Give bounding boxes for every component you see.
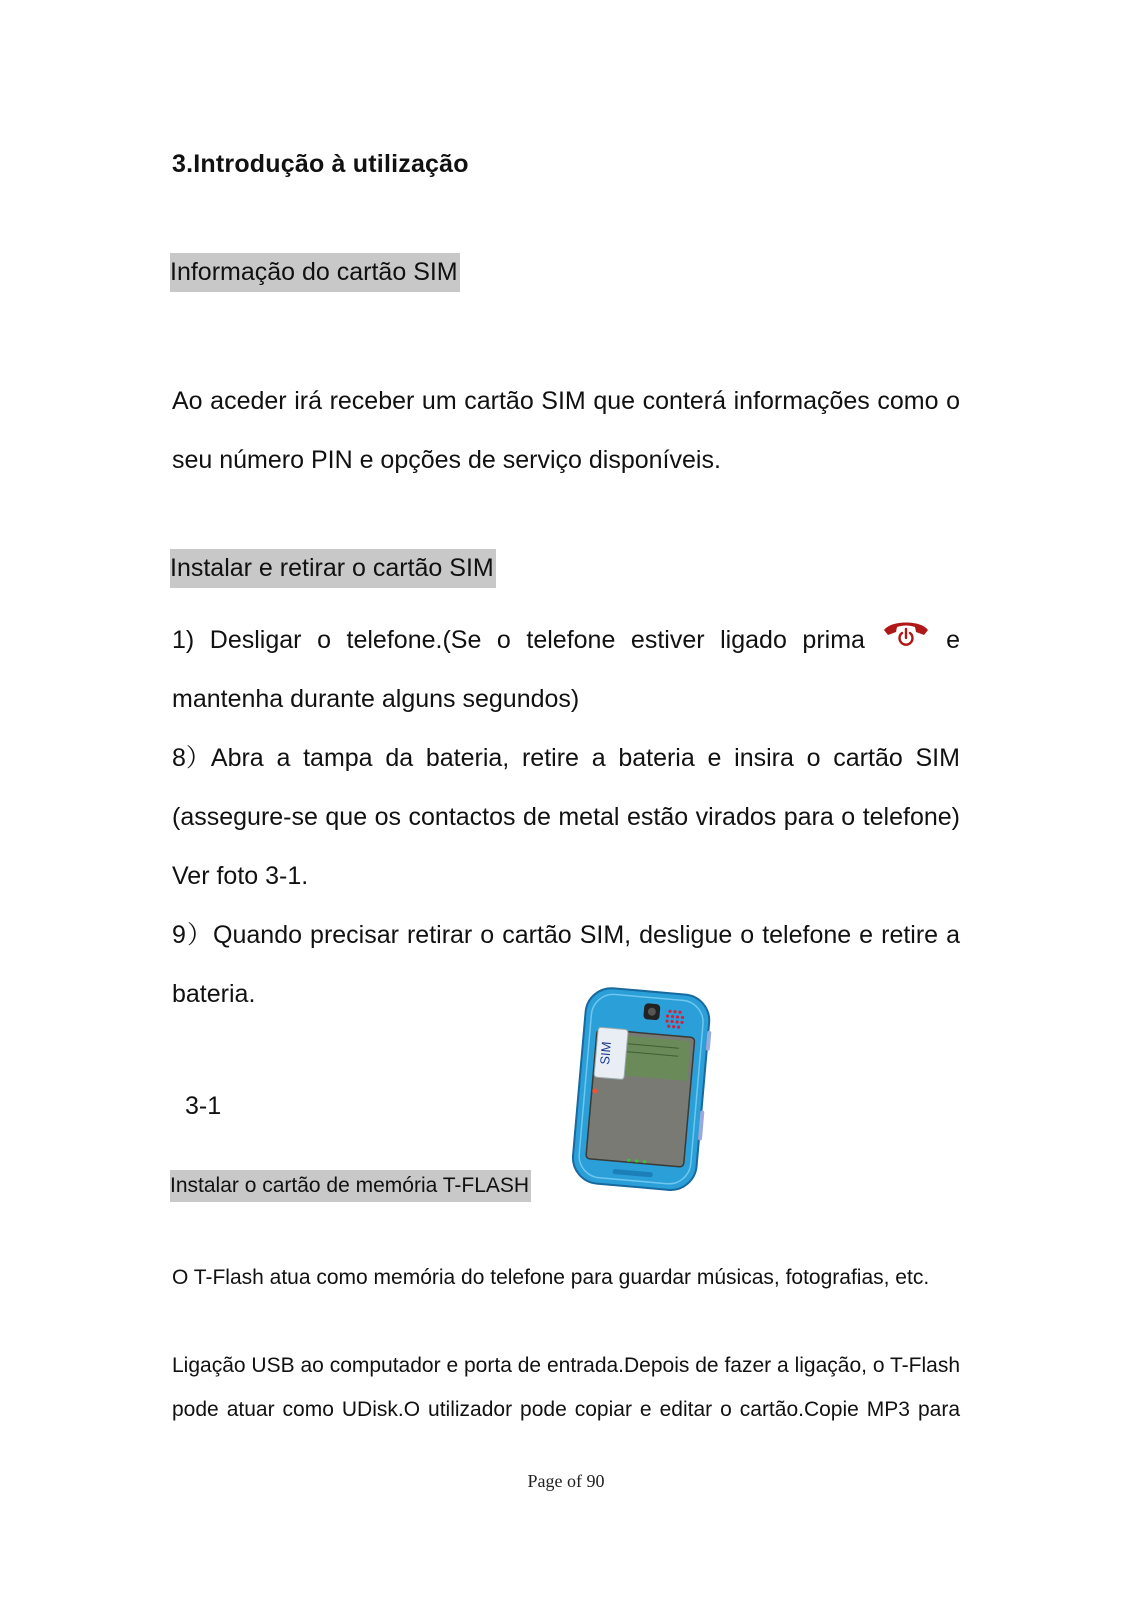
usb-paragraph-line1: Ligação USB ao computador e porta de entrada.Depois de fazer a ligação, o T-Flash	[172, 1354, 960, 1377]
step9-line2: bateria.	[172, 980, 256, 1008]
step8-word: 8）Abra	[172, 744, 264, 772]
step1-word: telefone	[526, 626, 616, 654]
end-call-power-icon	[881, 611, 931, 670]
usb-paragraph-line2: pode atuar como UDisk.O utilizador pode copiar e editar o cartão.Copie MP3 para	[172, 1398, 960, 1421]
step1-word: telefone.(Se	[346, 626, 482, 654]
page-footer: Page of 90	[527, 1471, 605, 1491]
install-sim-heading	[170, 549, 496, 588]
step1-number: 1)	[172, 626, 195, 654]
step8-line1	[172, 729, 960, 788]
tflash-heading	[170, 1170, 531, 1202]
install-sim-heading-text: Instalar e retirar o cartão SIM	[170, 549, 496, 588]
step8-line2: (assegure-se que os contactos de metal estão virados para o telefone)	[172, 803, 960, 831]
figure-label: 3-1	[185, 1092, 222, 1120]
step8-word: bateria	[618, 744, 695, 772]
sim-info-paragraph-line2: seu número PIN e opções de serviço disponíveis.	[172, 446, 721, 474]
step1-word: o	[317, 626, 331, 654]
sim-info-paragraph-line1: Ao aceder irá receber um cartão SIM que conterá informações como o	[172, 387, 960, 415]
step1-word: estiver	[630, 626, 705, 654]
section-title: 3.Introdução à utilização	[172, 150, 469, 178]
step8-word: a	[591, 744, 606, 772]
phone-sim-label: SIM	[596, 1040, 614, 1066]
step8-word: SIM	[915, 744, 960, 772]
tflash-paragraph: O T-Flash atua como memória do telefone para guardar músicas, fotografias, etc.	[172, 1266, 930, 1289]
step1-word: o	[496, 626, 511, 654]
step8-line3: Ver foto 3-1.	[172, 862, 309, 890]
step8-word: retire	[521, 744, 579, 772]
step8-word: tampa	[303, 744, 373, 772]
phone-back-illustration	[565, 985, 715, 1195]
sim-info-heading-text: Informação do cartão SIM	[170, 253, 460, 292]
step1-word: Desligar	[209, 626, 302, 654]
sim-info-heading	[170, 253, 460, 292]
step8-word: e	[707, 744, 722, 772]
step8-word: insira	[734, 744, 794, 772]
step1-line1	[172, 611, 960, 670]
step8-word: bateria,	[425, 744, 510, 772]
step8-word: a	[276, 744, 291, 772]
step1-word: prima	[802, 626, 865, 654]
step1-word: e	[946, 626, 960, 654]
tflash-heading-text: Instalar o cartão de memória T-FLASH	[170, 1170, 531, 1202]
step1-word: ligado	[720, 626, 787, 654]
step8-word: cartão	[833, 744, 903, 772]
step8-word: o	[806, 744, 821, 772]
step8-word: da	[385, 744, 414, 772]
step9-line1: 9）Quando precisar retirar o cartão SIM, desligue o telefone e retire a	[172, 921, 960, 949]
step1-line2: mantenha durante alguns segundos)	[172, 685, 580, 713]
